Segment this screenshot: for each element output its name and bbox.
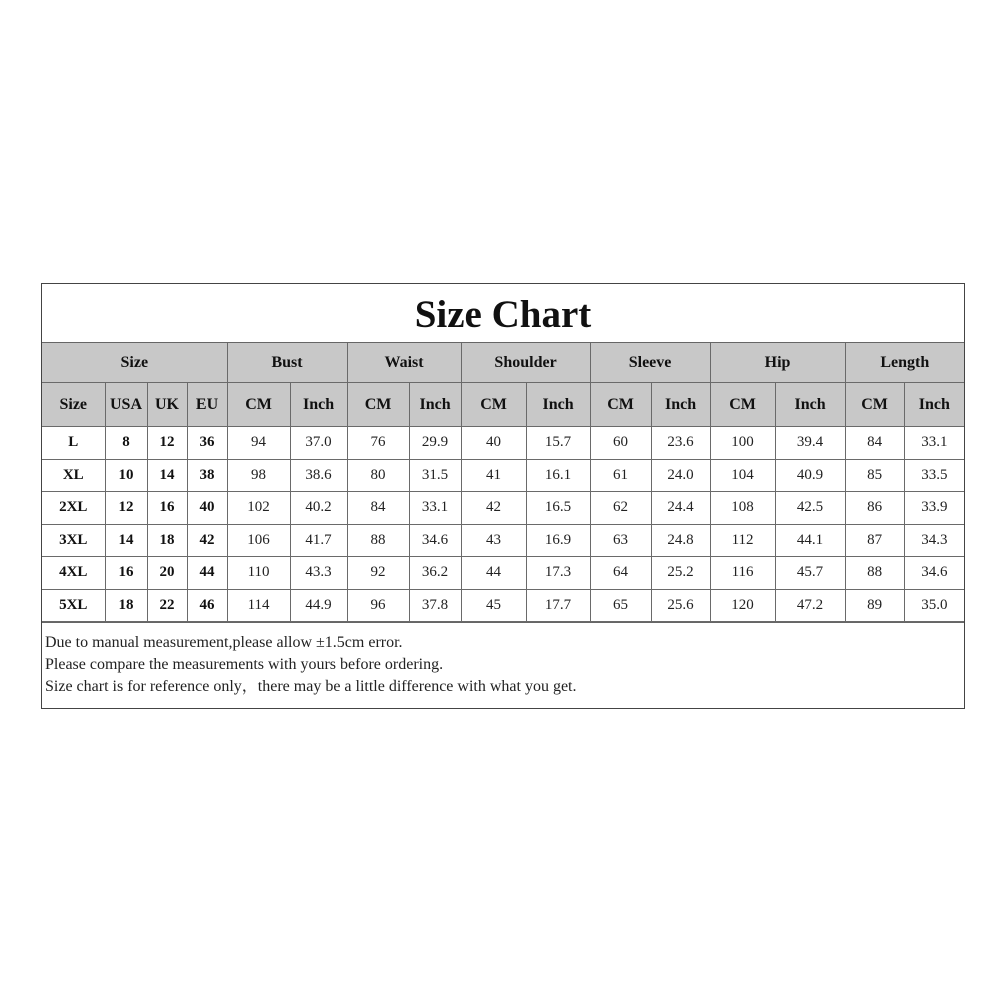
table-cell: 40.2 [290, 492, 347, 525]
subheader-cell: Inch [526, 383, 590, 427]
table-cell: 110 [227, 557, 290, 590]
table-cell: 8 [105, 427, 147, 460]
table-cell: 84 [845, 427, 904, 460]
table-cell: 14 [105, 524, 147, 557]
table-cell: 43.3 [290, 557, 347, 590]
table-cell: 40 [461, 427, 526, 460]
table-cell: 84 [347, 492, 409, 525]
table-cell: 33.5 [904, 459, 964, 492]
table-cell: 112 [710, 524, 775, 557]
group-hip: Hip [710, 343, 845, 383]
table-cell: 64 [590, 557, 651, 590]
table-cell: 25.6 [651, 589, 710, 622]
table-cell: 40 [187, 492, 227, 525]
table-cell: 85 [845, 459, 904, 492]
table-cell: 62 [590, 492, 651, 525]
table-cell: 33.1 [904, 427, 964, 460]
table-cell: 16.1 [526, 459, 590, 492]
table-cell: 16 [147, 492, 187, 525]
table-cell: 41 [461, 459, 526, 492]
subheader-cell: CM [845, 383, 904, 427]
size-label-cell: 4XL [42, 557, 105, 590]
table-cell: 42 [461, 492, 526, 525]
subheader-cell: Inch [409, 383, 461, 427]
table-cell: 44 [461, 557, 526, 590]
table-cell: 38 [187, 459, 227, 492]
table-cell: 116 [710, 557, 775, 590]
table-row [42, 524, 964, 557]
table-row [42, 557, 964, 590]
table-cell: 36.2 [409, 557, 461, 590]
subheader-cell: Inch [290, 383, 347, 427]
table-cell: 46 [187, 589, 227, 622]
subheader-cell: EU [187, 383, 227, 427]
table-cell: 42 [187, 524, 227, 557]
table-cell: 47.2 [775, 589, 845, 622]
table-cell: 60 [590, 427, 651, 460]
table-cell: 120 [710, 589, 775, 622]
table-cell: 45 [461, 589, 526, 622]
table-cell: 36 [187, 427, 227, 460]
table-cell: 14 [147, 459, 187, 492]
table-row [42, 492, 964, 525]
group-header-row [42, 343, 964, 383]
table-cell: 16.5 [526, 492, 590, 525]
table-row [42, 427, 964, 460]
table-cell: 24.8 [651, 524, 710, 557]
table-cell: 10 [105, 459, 147, 492]
group-length: Length [845, 343, 964, 383]
subheader-cell: CM [461, 383, 526, 427]
note-line: Size chart is for reference only，there may be a little difference with what you get. [45, 678, 577, 695]
table-cell: 65 [590, 589, 651, 622]
subheader-cell: CM [710, 383, 775, 427]
table-cell: 76 [347, 427, 409, 460]
subheader-cell: CM [590, 383, 651, 427]
table-cell: 38.6 [290, 459, 347, 492]
table-cell: 102 [227, 492, 290, 525]
group-size: Size [42, 343, 227, 383]
table-cell: 41.7 [290, 524, 347, 557]
table-cell: 88 [845, 557, 904, 590]
table-cell: 22 [147, 589, 187, 622]
subheader-cell: UK [147, 383, 187, 427]
table-cell: 114 [227, 589, 290, 622]
table-cell: 42.5 [775, 492, 845, 525]
table-cell: 18 [105, 589, 147, 622]
table-cell: 23.6 [651, 427, 710, 460]
table-cell: 96 [347, 589, 409, 622]
table-cell: 18 [147, 524, 187, 557]
size-chart [41, 283, 965, 709]
table-cell: 37.8 [409, 589, 461, 622]
table-cell: 39.4 [775, 427, 845, 460]
table-cell: 34.6 [409, 524, 461, 557]
table-cell: 16.9 [526, 524, 590, 557]
table-cell: 33.9 [904, 492, 964, 525]
table-cell: 89 [845, 589, 904, 622]
size-table [42, 343, 964, 622]
table-cell: 61 [590, 459, 651, 492]
table-cell: 63 [590, 524, 651, 557]
table-cell: 15.7 [526, 427, 590, 460]
table-cell: 87 [845, 524, 904, 557]
table-cell: 100 [710, 427, 775, 460]
table-cell: 20 [147, 557, 187, 590]
size-table-body [42, 427, 964, 622]
table-cell: 40.9 [775, 459, 845, 492]
subheader-row [42, 383, 964, 427]
size-label-cell: L [42, 427, 105, 460]
table-cell: 29.9 [409, 427, 461, 460]
table-cell: 24.4 [651, 492, 710, 525]
chart-title: Size Chart [42, 284, 964, 343]
size-label-cell: 5XL [42, 589, 105, 622]
table-cell: 98 [227, 459, 290, 492]
table-cell: 34.6 [904, 557, 964, 590]
subheader-cell: Inch [775, 383, 845, 427]
table-cell: 17.7 [526, 589, 590, 622]
table-cell: 31.5 [409, 459, 461, 492]
group-sleeve: Sleeve [590, 343, 710, 383]
table-cell: 12 [147, 427, 187, 460]
group-waist: Waist [347, 343, 461, 383]
table-cell: 24.0 [651, 459, 710, 492]
table-cell: 88 [347, 524, 409, 557]
size-label-cell: XL [42, 459, 105, 492]
group-shoulder: Shoulder [461, 343, 590, 383]
table-cell: 45.7 [775, 557, 845, 590]
table-row [42, 589, 964, 622]
table-cell: 37.0 [290, 427, 347, 460]
table-cell: 33.1 [409, 492, 461, 525]
table-cell: 104 [710, 459, 775, 492]
table-cell: 80 [347, 459, 409, 492]
table-cell: 17.3 [526, 557, 590, 590]
size-label-cell: 3XL [42, 524, 105, 557]
table-cell: 34.3 [904, 524, 964, 557]
table-cell: 108 [710, 492, 775, 525]
table-cell: 44 [187, 557, 227, 590]
note-line: Due to manual measurement,please allow ±1.5cm error. [45, 634, 403, 651]
subheader-cell: CM [227, 383, 290, 427]
table-cell: 86 [845, 492, 904, 525]
table-cell: 25.2 [651, 557, 710, 590]
subheader-cell: Inch [651, 383, 710, 427]
table-cell: 12 [105, 492, 147, 525]
subheader-cell: USA [105, 383, 147, 427]
note-line: Please compare the measurements with yours before ordering. [45, 656, 444, 673]
notes [42, 622, 964, 708]
table-cell: 44.1 [775, 524, 845, 557]
table-cell: 35.0 [904, 589, 964, 622]
subheader-cell: Size [42, 383, 105, 427]
size-label-cell: 2XL [42, 492, 105, 525]
table-cell: 92 [347, 557, 409, 590]
subheader-cell: Inch [904, 383, 964, 427]
table-cell: 94 [227, 427, 290, 460]
group-bust: Bust [227, 343, 347, 383]
table-cell: 43 [461, 524, 526, 557]
table-row [42, 459, 964, 492]
subheader-cell: CM [347, 383, 409, 427]
table-cell: 106 [227, 524, 290, 557]
table-cell: 16 [105, 557, 147, 590]
table-cell: 44.9 [290, 589, 347, 622]
